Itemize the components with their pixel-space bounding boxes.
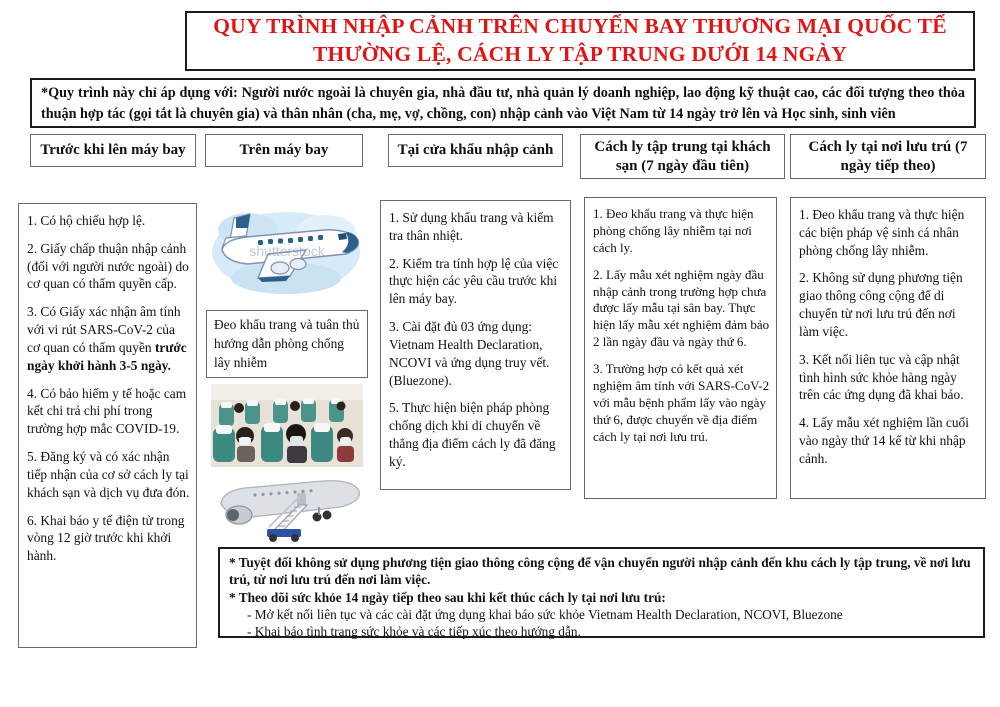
list-item: 1. Có hộ chiếu hợp lệ.: [27, 213, 146, 228]
airstairs-photo-graphic: [211, 469, 365, 544]
list-item: 3. Cài đặt đủ 03 ứng dụng: Vietnam Health Declaration, NCOVI và ứng dụng truy vết.(Bluezone).: [389, 319, 550, 388]
residence-quarantine-details: [790, 197, 986, 499]
stage-header-border-gate: Tại cửa khẩu nhập cảnh: [388, 134, 563, 167]
list-item: 1. Sử dụng khẩu trang và kiểm tra thân nhiệt.: [389, 210, 554, 243]
list-item: 4. Lấy mẫu xét nghiệm lần cuối vào ngày thứ 14 kể từ khi nhập cảnh.: [799, 415, 969, 466]
footer-note-transport: * Tuyệt đối không sử dụng phương tiện giao thông công cộng để vận chuyển người nhập cảnh đến khu cách ly tập trung, về nơi lưu trú, từ nơi lưu trú đến nơi làm việc.: [229, 555, 971, 588]
list-item: 3. Có Giấy xác nhận âm tính với vi rút SARS-CoV-2 của cơ quan có thẩm quyền trước ngày khởi hành 3-5 ngày.: [27, 304, 187, 373]
list-item: 6. Khai báo y tế điện tử trong vòng 12 giờ trước khi khởi hành.: [27, 512, 185, 564]
list-item: 5. Đăng ký và có xác nhận tiếp nhận của cơ sở cách ly tại khách sạn và dịch vụ đưa đón.: [27, 449, 190, 500]
airstairs-photo: [211, 469, 365, 544]
list-item: 4. Có bảo hiểm y tế hoặc cam kết chi trả chi phí trong trường hợp mắc COVID-19.: [27, 385, 187, 437]
border-gate-details: [380, 200, 571, 490]
footer-note-apps: - Mở kết nối liên tục và các cài đặt ứng dụng khai báo sức khỏe Vietnam Health Declaration, NCOVI, Bluezone: [247, 606, 843, 622]
stage-header-on-plane: Trên máy bay: [205, 134, 363, 167]
list-item: 1. Đeo khẩu trang và thực hiện các biện pháp vệ sinh cá nhân phòng chống lây nhiễm.: [799, 207, 965, 258]
stage-header-before-boarding: Trước khi lên máy bay: [30, 134, 196, 167]
stage-header-residence-quarantine: Cách ly tại nơi lưu trú (7 ngày tiếp theo): [790, 134, 986, 179]
list-item: 2. Kiểm tra tính hợp lệ của việc thực hiện các yêu cầu trước khi lên máy bay.: [389, 255, 559, 307]
mask-instruction-note: Đeo khẩu trang và tuân thủ hướng dẫn phòng chống lây nhiễm: [206, 310, 368, 378]
footer-note-monitoring: * Theo dõi sức khỏe 14 ngày tiếp theo sau khi kết thúc cách ly tại nơi lưu trú:: [229, 589, 666, 605]
watermark-text: shutterstock: [249, 243, 325, 259]
list-item: 5. Thực hiện biện pháp phòng chống dịch khi di chuyển về thẳng địa điểm cách ly đã đăng ký.: [389, 400, 556, 469]
list-item: 1. Đeo khẩu trang và thực hiện phòng chống lây nhiễm tại nơi cách ly.: [593, 206, 754, 255]
footer-note-health-declaration: - Khai báo tình trạng sức khỏe và các tiếp xúc theo hướng dẫn.: [247, 624, 581, 640]
list-item: 2. Giấy chấp thuận nhập cảnh (đối với người nước ngoài) do cơ quan có thẩm quyền cấp.: [27, 240, 189, 292]
cabin-passengers-photo: [211, 384, 363, 467]
list-item: 3. Trường hợp có kết quả xét nghiệm âm tính với SARS-CoV-2 với mẫu bệnh phẩm lấy vào ngày thứ 6, được chuyển về địa điểm cách ly tại nơi lưu trú.: [593, 361, 770, 444]
airplane-illustration: [206, 202, 368, 298]
page-title-line1: QUY TRÌNH NHẬP CẢNH TRÊN CHUYẾN BAY THƯƠNG MẠI QUỐC TẾ: [213, 14, 947, 39]
footer-notes: [218, 547, 985, 638]
list-item: 3. Kết nối liên tục và cập nhật tình hình sức khỏe hàng ngày trên các ứng dụng đã khai báo.: [799, 351, 964, 403]
cabin-photo-graphic: [211, 384, 363, 467]
before-boarding-details: [18, 203, 197, 648]
page-title-line2: THƯỜNG LỆ, CÁCH LY TẬP TRUNG DƯỚI 14 NGÀY: [312, 42, 847, 66]
list-item: 2. Không sử dụng phương tiện giao thông công cộng để di chuyển từ nơi lưu trú đến nơi làm việc.: [799, 270, 963, 339]
airplane-icon: [206, 202, 368, 298]
page-title: [185, 11, 975, 71]
hotel-quarantine-details: [584, 197, 777, 499]
list-item: 2. Lấy mẫu xét nghiệm ngày đầu nhập cảnh trong trường hợp chưa được lấy mẫu tại sân bay. Thực hiện lấy mẫu xét nghiệm đảm bảo 2 lần ngày đầu và ngày thứ 6.: [593, 266, 770, 350]
stage-header-hotel-quarantine: Cách ly tập trung tại khách sạn (7 ngày đầu tiên): [580, 134, 785, 179]
scope-note: *Quy trình này chỉ áp dụng với: Người nước ngoài là chuyên gia, nhà đầu tư, nhà quản lý doanh nghiệp, lao động kỹ thuật cao, các đối tượng theo thỏa thuận hợp tác (gọi tắt là chuyên gia) và thân nhân (cha, mẹ, vợ, chồng, con) nhập cảnh vào Việt Nam từ 14 ngày trở lên và Học sinh, sinh viên: [30, 78, 976, 128]
